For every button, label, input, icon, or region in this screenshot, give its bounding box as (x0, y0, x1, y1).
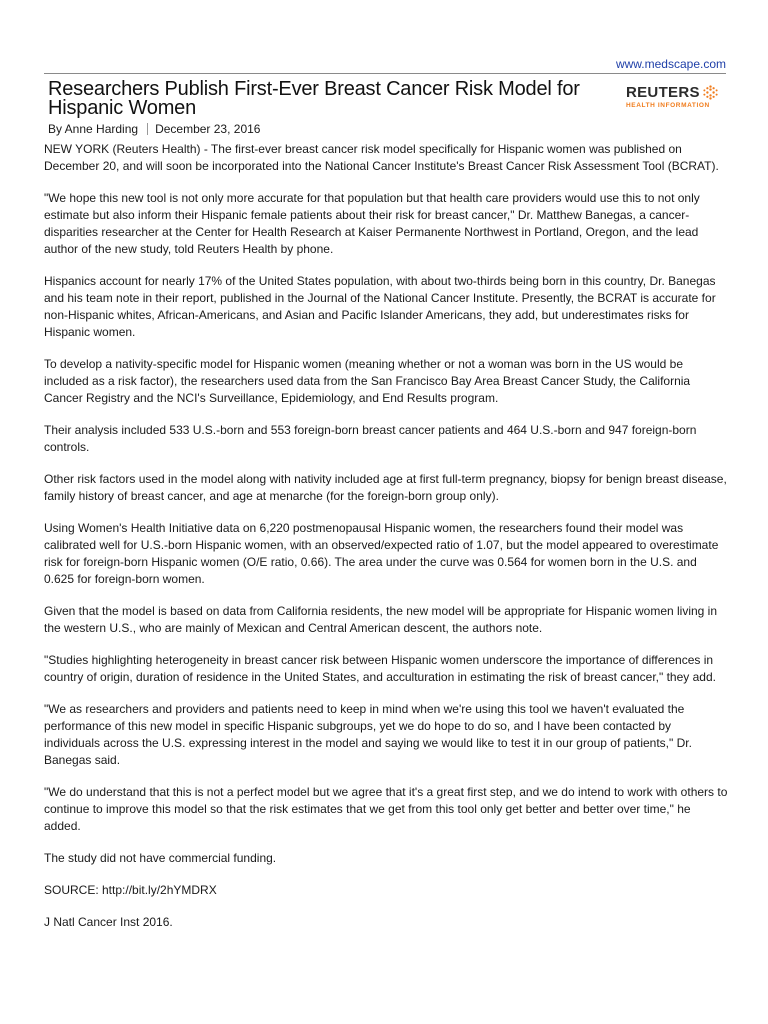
reuters-health-logo (626, 84, 726, 109)
article-paragraph: Other risk factors used in the model along with nativity included age at first full-term pregnancy, biopsy for benign breast disease, family history of breast cancer, and age at menarche (for the foreign-born group only). (44, 472, 727, 503)
reuters-dots-icon (703, 85, 718, 100)
byline-separator (147, 123, 148, 135)
logo-subtitle: HEALTH INFORMATION (626, 102, 710, 109)
logo-wordmark: REUTERS (626, 84, 700, 101)
article-paragraph: The study did not have commercial funding. (44, 851, 277, 865)
citation-line: J Natl Cancer Inst 2016. (44, 915, 173, 929)
article-paragraph: Given that the model is based on data from California residents, the new model will be appropriate for Hispanic women living in the western U.S., who are mainly of Mexican and Central American descent, the authors note. (44, 604, 718, 635)
author-name: By Anne Harding (48, 122, 139, 136)
publish-date: December 23, 2016 (155, 122, 261, 136)
article-paragraph: NEW YORK (Reuters Health) - The first-ever breast cancer risk model specifically for Hispanic women was published on December 20, and will soon be incorporated into the National Cancer Institute's Breast Cancer Risk Assessment Tool (BCRAT). (44, 142, 719, 173)
article-paragraph: "We as researchers and providers and patients need to keep in mind when we're using this tool we haven't evaluated the performance of this new model in specific Hispanic subgroups, yet we do hope to do so, and I have been contacted by individuals across the U.S. expressing interest in the model and saying we would like to test it in our group of patients," Dr. Banegas said. (44, 702, 692, 767)
header-divider (44, 73, 726, 74)
site-url-link[interactable]: www.medscape.com (615, 57, 726, 71)
article-paragraph: Using Women's Health Initiative data on 6,220 postmenopausal Hispanic women, the researchers found their model was calibrated well for U.S.-born Hispanic women, with an observed/expected ratio of 1.07, but the model appeared to overestimate risk for foreign-born Hispanic women (O/E ratio, 0.66). The area under the curve was 0.564 for women born in the U.S. and 0.625 for foreign-born women. (44, 521, 719, 586)
article-paragraph: Hispanics account for nearly 17% of the United States population, with about two-thirds being born in this country, Dr. Banegas and his team note in their report, published in the Journal of the National Cancer Institute. Presently, the BCRAT is accurate for non-Hispanic whites, African-Americans, and Asian and Pacific Islander Americans, they add, but underestimates risks for Hispanic women. (44, 274, 716, 339)
article-paragraph: "Studies highlighting heterogeneity in breast cancer risk between Hispanic women underscore the importance of differences in country of origin, duration of residence in the United States, and acculturation in estimating the risk of breast cancer," they add. (44, 653, 716, 684)
article-byline (48, 122, 260, 136)
article-body (44, 141, 728, 946)
article-headline: Researchers Publish First-Ever Breast Cancer Risk Model for Hispanic Women (48, 78, 580, 119)
article-paragraph: Their analysis included 533 U.S.-born and 553 foreign-born breast cancer patients and 464 U.S.-born and 947 foreign-born controls. (44, 423, 697, 454)
article-paragraph: To develop a nativity-specific model for Hispanic women (meaning whether or not a woman was born in the US would be included as a risk factor), the researchers used data from the San Francisco Bay Area Breast Cancer Study, the California Cancer Registry and the NCI's Surveillance, Epidemiology, and End Results program. (44, 357, 691, 405)
article-paragraph: "We hope this new tool is not only more accurate for that population but that health care providers would use this to not only estimate but also inform their Hispanic female patients about their risk for breast cancer," Dr. Matthew Banegas, a cancer-disparities researcher at the Center for Health Research at Kaiser Permanente Northwest in Portland, Oregon, and the lead author of the new study, told Reuters Health by phone. (44, 191, 700, 256)
article-paragraph: "We do understand that this is not a perfect model but we agree that it's a great first step, and we do intend to work with others to continue to improve this model so that the risk estimates that we get from this tool only get better and better over time," he added. (44, 785, 728, 833)
source-line: SOURCE: http://bit.ly/2hYMDRX (44, 883, 217, 897)
